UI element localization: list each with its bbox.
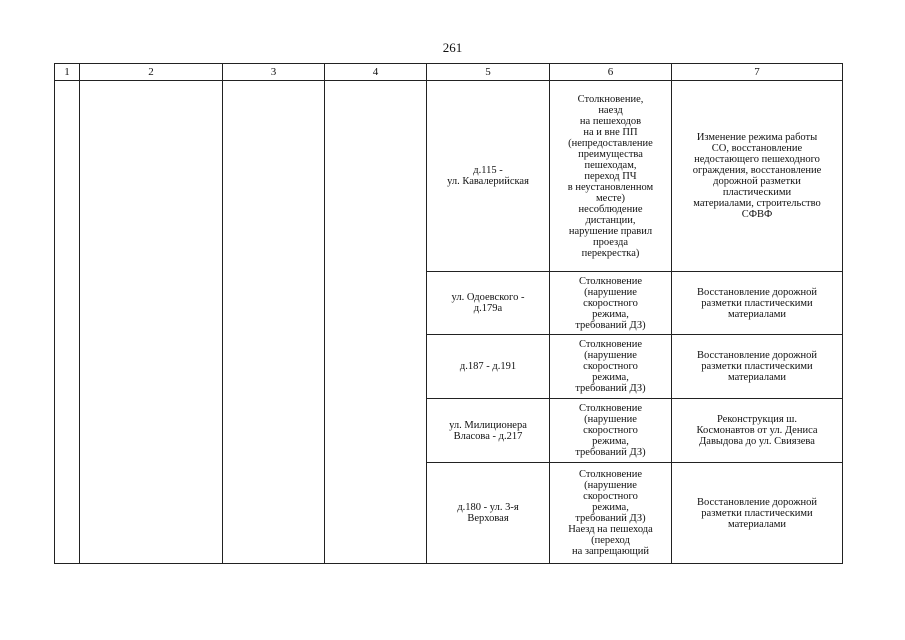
column-header-2: 2 — [80, 64, 223, 81]
measures-cell: Восстановление дорожной разметки пластическими материалами — [672, 335, 843, 399]
dtp-type-cell: Столкновение (нарушение скоростного режима, требований ДЗ) Наезд на пешехода (переход на запрещающий — [550, 463, 672, 564]
location-cell: ул. Одоевского - д.179а — [427, 272, 550, 335]
cell-col-2 — [80, 81, 223, 564]
measures-cell: Восстановление дорожной разметки пластическими материалами — [672, 272, 843, 335]
column-header-1: 1 — [55, 64, 80, 81]
column-header-5: 5 — [427, 64, 550, 81]
cell-col-3 — [223, 81, 325, 564]
column-header-4: 4 — [325, 64, 427, 81]
cell-col-4 — [325, 81, 427, 564]
column-header-6: 6 — [550, 64, 672, 81]
data-table — [54, 63, 843, 564]
measures-cell: Восстановление дорожной разметки пластическими материалами — [672, 463, 843, 564]
location-cell: д.180 - ул. 3-я Верховая — [427, 463, 550, 564]
header-row — [55, 64, 843, 81]
table-row — [55, 81, 843, 272]
dtp-type-cell: Столкновение (нарушение скоростного режима, требований ДЗ) — [550, 399, 672, 463]
location-cell: ул. Милиционера Власова - д.217 — [427, 399, 550, 463]
measures-cell: Реконструкция ш. Космонавтов от ул. Дениса Давыдова до ул. Свиязева — [672, 399, 843, 463]
dtp-type-cell: Столкновение (нарушение скоростного режима, требований ДЗ) — [550, 335, 672, 399]
location-cell: д.187 - д.191 — [427, 335, 550, 399]
cell-col-1 — [55, 81, 80, 564]
column-header-7: 7 — [672, 64, 843, 81]
page-number: 261 — [442, 40, 463, 55]
dtp-type-cell: Столкновение, наезд на пешеходов на и вне ПП (непредоставление преимущества пешеходам, переход ПЧ в неустановленном месте) несоблюдение дистанции, нарушение правил проезда перекрестка) — [550, 81, 672, 272]
location-cell: д.115 - ул. Кавалерийская — [427, 81, 550, 272]
column-header-3: 3 — [223, 64, 325, 81]
dtp-type-cell: Столкновение (нарушение скоростного режима, требований ДЗ) — [550, 272, 672, 335]
measures-cell: Изменение режима работы СО, восстановление недостающего пешеходного ограждения, восстановление дорожной разметки пластическими материалами, строительство СФВФ — [672, 81, 843, 272]
